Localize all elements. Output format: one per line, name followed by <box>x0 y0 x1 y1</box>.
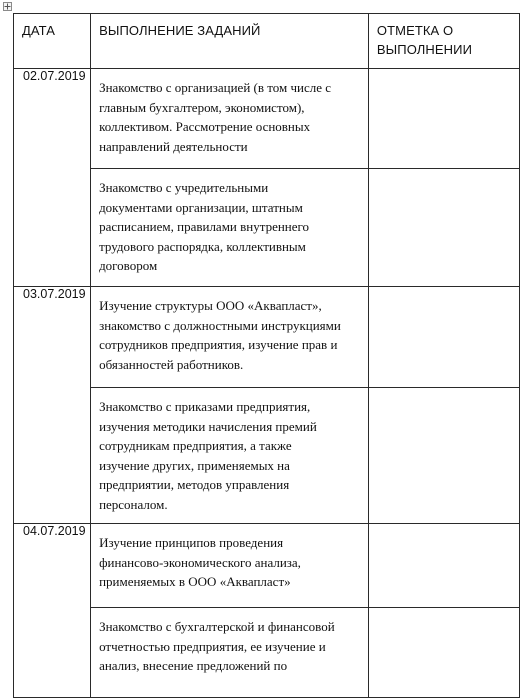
task-line: Знакомство с приказами предприятия, <box>99 399 311 414</box>
header-task: ВЫПОЛНЕНИЕ ЗАДАНИЙ <box>91 14 369 69</box>
task-line: Знакомство с организацией (в том числе с <box>99 80 332 95</box>
task-line: Знакомство с учредительными <box>99 180 269 195</box>
header-mark <box>368 14 519 69</box>
task-line: сотрудников предприятия, изучение прав и <box>99 337 338 352</box>
task-line: предприятии, методов управления <box>99 477 290 492</box>
move-cross-icon <box>4 3 11 10</box>
date-cell: 04.07.2019 <box>14 524 91 698</box>
task-cell <box>91 608 369 698</box>
table-row <box>14 287 520 388</box>
mark-cell[interactable] <box>368 524 519 608</box>
task-line: отчетностью предприятия, ее изучение и <box>99 638 326 654</box>
task-line: расписанием, правилами внутреннего <box>99 219 310 234</box>
mark-cell[interactable] <box>368 608 519 698</box>
task-line: трудового распорядка, коллективным <box>99 238 306 254</box>
practice-plan-table <box>13 13 520 698</box>
task-line: Знакомство с бухгалтерской и финансовой <box>99 619 335 634</box>
header-date: ДАТА <box>14 14 91 69</box>
task-line: изучение других, применяемых на <box>99 457 290 473</box>
task-line: обязанностей работников. <box>99 356 244 372</box>
task-cell <box>91 287 369 388</box>
task-line: знакомство с должностными инструкциями <box>99 317 341 333</box>
mark-cell[interactable] <box>368 287 519 388</box>
task-line: Изучение структуры ООО «Аквапласт», <box>99 298 322 313</box>
task-cell <box>91 524 369 608</box>
header-row <box>14 14 520 69</box>
task-line: персоналом. <box>99 496 168 512</box>
task-line: договором <box>99 258 158 273</box>
date-cell: 03.07.2019 <box>14 287 91 524</box>
header-mark-line: ОТМЕТКА О <box>376 23 454 38</box>
task-line: направлений деятельности <box>99 138 248 154</box>
mark-cell[interactable] <box>368 169 519 287</box>
mark-cell[interactable] <box>368 69 519 169</box>
header-mark-line: ВЫПОЛНЕНИИ <box>376 42 473 57</box>
table-row <box>14 524 520 608</box>
date-cell: 02.07.2019 <box>14 69 91 287</box>
task-line: применяемых в ООО «Аквапласт» <box>99 574 291 589</box>
task-line: сотрудникам предприятия, а также <box>99 438 292 453</box>
task-line: финансово-экономического анализа, <box>99 554 301 570</box>
task-cell <box>91 388 369 524</box>
table-move-handle[interactable] <box>3 2 12 11</box>
task-line: коллективом. Рассмотрение основных <box>99 119 311 134</box>
task-cell <box>91 69 369 169</box>
task-line: анализ, внесение предложений по <box>99 658 288 673</box>
task-line: изучения методики начисления премий <box>99 418 317 434</box>
task-line: главным бухгалтером, экономистом), <box>99 99 305 115</box>
task-line: документами организации, штатным <box>99 199 303 215</box>
mark-cell[interactable] <box>368 388 519 524</box>
table-row <box>14 69 520 169</box>
task-line: Изучение принципов проведения <box>99 535 284 550</box>
task-cell <box>91 169 369 287</box>
